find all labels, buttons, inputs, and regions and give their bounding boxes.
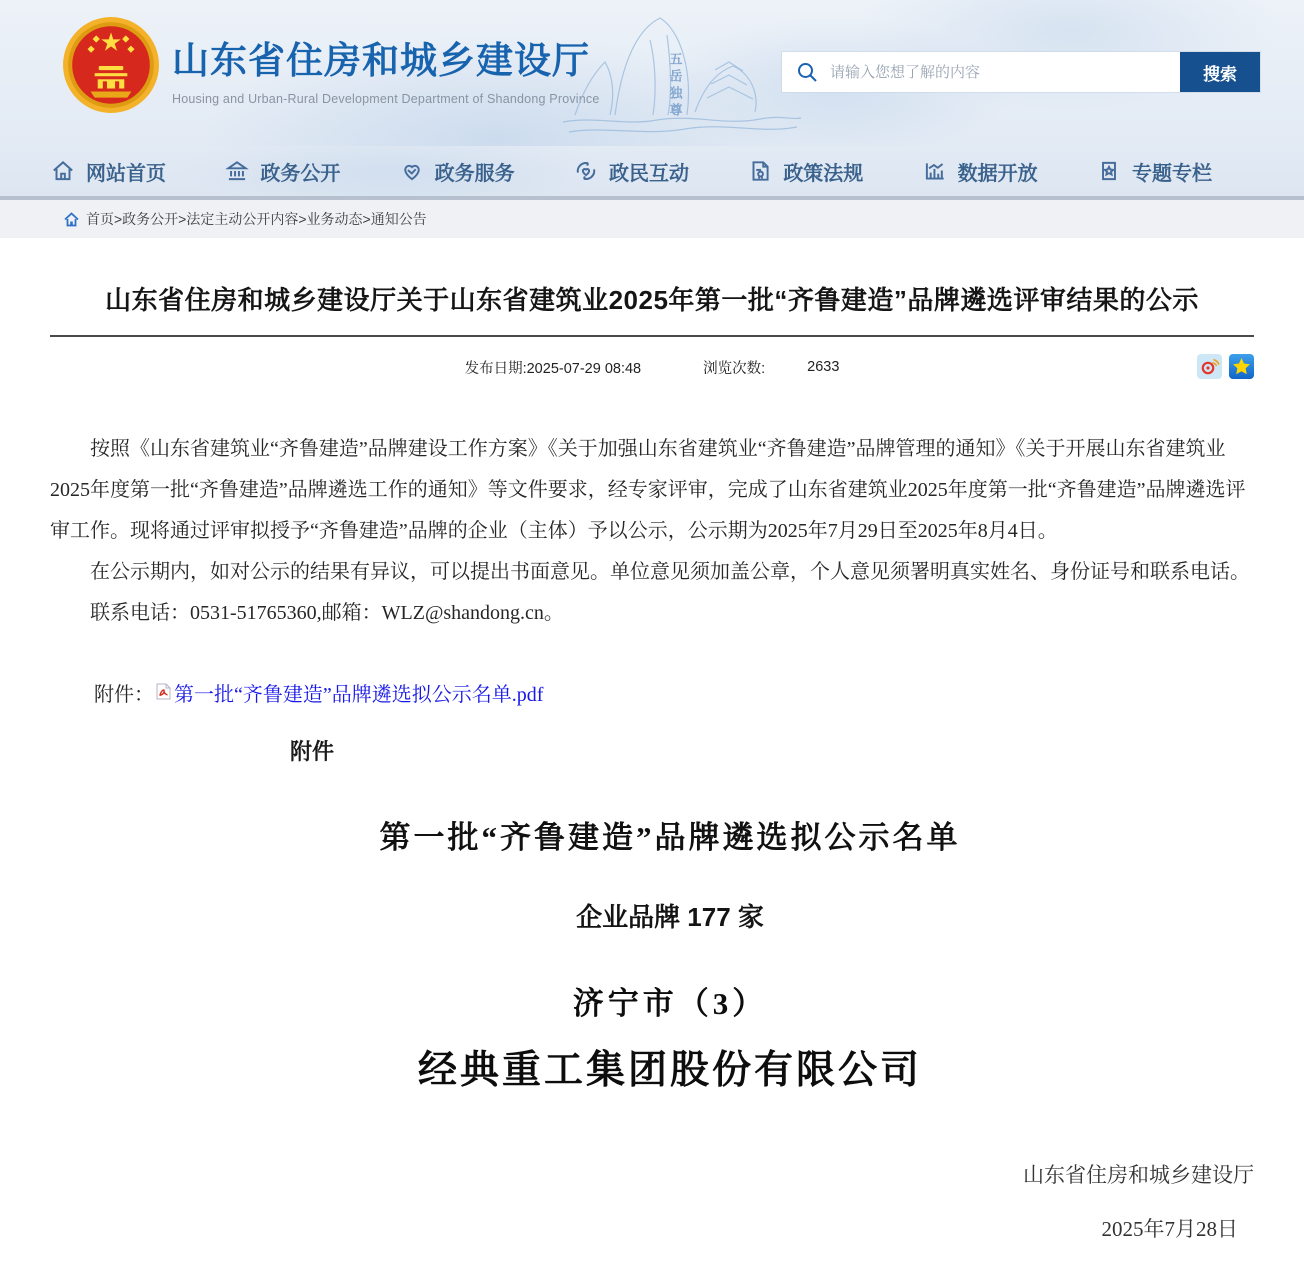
nav-label: 政务公开 [260,162,341,185]
breadcrumb[interactable] [0,200,1304,238]
nav-item-home[interactable] [50,157,166,186]
nav-label: 数据开放 [957,162,1038,185]
attachment-label: 附件： [94,684,154,706]
nav-item-special-columns[interactable] [1096,157,1212,186]
signature-date: 2025年7月28日 [1101,1217,1238,1241]
nav-item-public-interaction[interactable] [573,157,689,186]
pdf-icon [156,683,171,700]
article-meta [50,349,1254,385]
home-icon [50,158,76,184]
qzone-share-icon[interactable] [1229,354,1254,379]
title-divider [50,335,1254,337]
nav-label: 政策法规 [783,162,864,185]
paragraph: 按照《山东省建筑业“齐鲁建造”品牌建设工作方案》《关于加强山东省建筑业“齐鲁建造”品牌管理的通知》《关于开展山东省建筑业2025年度第一批“齐鲁建造”品牌遴选工作的通知》等文件要求，经专家评审，完成了山东省建筑业2025年度第一批“齐鲁建造”品牌遴选评审工作。现将通过评审拟授予“齐鲁建造”品牌的企业（主体）予以公示，公示期为2025年7月29日至2025年8月4日。 [50,438,1246,542]
attachment-document-preview [50,735,1254,1095]
contact-info: 联系电话：0531-51765360,邮箱：WLZ@shandong.cn。 [90,602,564,624]
article-body [50,429,1254,634]
doc-company-name: 经典重工集团股份有限公司 [417,1049,922,1092]
share-buttons [1197,354,1254,379]
mountain-label-text: 五岳独尊 [667,52,683,120]
site-subtitle: Housing and Urban-Rural Development Department of Shandong Province [172,92,600,106]
search-button[interactable]: 搜索 [1180,52,1260,92]
nav-item-policies[interactable] [747,157,863,186]
main-navigation [0,146,1304,200]
policy-document-icon [747,158,773,184]
views-count: 2633 [807,359,840,375]
doc-brand-count: 企业品牌 177 家 [576,902,764,932]
weibo-share-icon[interactable] [1197,354,1222,379]
nav-label: 政务服务 [434,162,515,185]
nav-item-gov-disclosure[interactable] [224,157,340,186]
nav-label: 网站首页 [86,162,166,185]
emblem-icon [62,16,160,114]
publish-date: 发布日期:2025-07-29 08:48 [464,360,642,377]
bar-chart-icon [922,158,948,184]
views-label: 浏览次数: [703,360,766,377]
attachment-row [50,678,1254,707]
nav-label: 专题专栏 [1131,162,1212,185]
doc-appendix-label: 附件 [290,739,335,764]
doc-city-heading: 济宁市（3） [572,986,768,1021]
signature-agency: 山东省住房和城乡建设厅 [1023,1163,1254,1187]
article-container [50,238,1254,1243]
site-title: 山东省住房和城乡建设厅 [172,40,590,81]
government-building-icon [224,158,250,184]
paragraph: 在公示期内，如对公示的结果有异议，可以提出书面意见。单位意见须加盖公章，个人意见须署明真实姓名、身份证号和联系电话。 [90,561,1250,583]
breadcrumb-home-icon [64,212,79,227]
breadcrumb-path: 首页>政务公开>法定主动公开内容>业务动态>通知公告 [86,211,427,227]
mountain-art-decoration [555,0,805,140]
search-input[interactable] [830,64,1180,81]
search-bar [782,52,1260,92]
article-title: 山东省住房和城乡建设厅关于山东省建筑业2025年第一批“齐鲁建造”品牌遴选评审结果的公示 [105,285,1199,315]
nav-label: 政民互动 [608,162,689,185]
doc-title: 第一批“齐鲁建造”品牌遴选拟公示名单 [379,820,961,855]
search-icon [796,61,818,83]
nav-item-open-data[interactable] [922,157,1038,186]
header-banner [0,0,1304,146]
heart-interaction-icon [573,158,599,184]
nav-item-gov-services[interactable] [399,157,515,186]
star-document-icon [1096,158,1122,184]
attachment-link[interactable]: 第一批“齐鲁建造”品牌遴选拟公示名单.pdf [174,684,544,706]
handshake-icon [399,158,425,184]
